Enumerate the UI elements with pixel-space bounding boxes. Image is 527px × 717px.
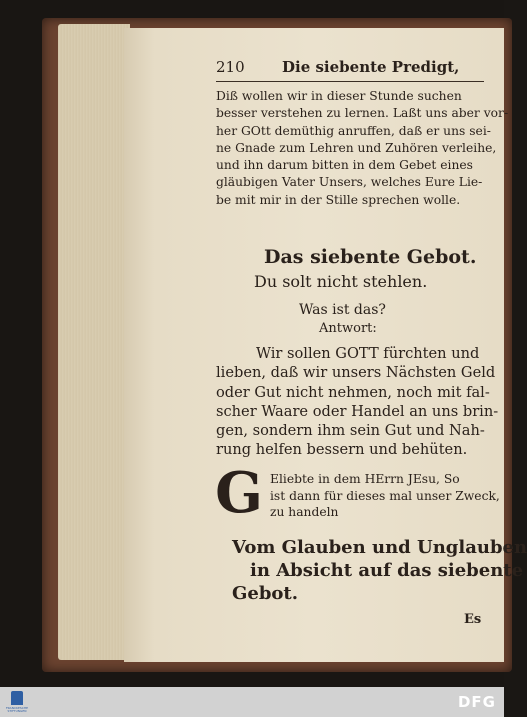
- intro-paragraph: [216, 88, 509, 209]
- institution-logo[interactable]: [2, 689, 32, 715]
- text-line: ne Gnade zum Lehren und Zuhören verleihe,: [216, 140, 497, 155]
- decorated-initial: G: [215, 460, 263, 526]
- book-page: [124, 28, 527, 662]
- text-line: gen, sondern ihm sein Gut und Nah-: [216, 422, 485, 440]
- text-line: gläubigen Vater Unsers, welches Eure Lie-: [216, 175, 483, 190]
- commandment-title: Das siebente Gebot.: [264, 246, 477, 268]
- answer-label: Antwort:: [319, 321, 377, 336]
- text-line: scher Waare oder Handel an uns brin-: [216, 402, 499, 420]
- text-line: Wir sollen GOTT fürchten und: [256, 345, 480, 362]
- text-line: lieben, daß wir unsers Nächsten Geld: [216, 364, 496, 382]
- question: Was ist das?: [299, 302, 386, 318]
- text-line: und ihn darum bitten in dem Gebet eines: [216, 158, 473, 173]
- catchword: Es: [464, 612, 482, 627]
- page-header: [216, 58, 486, 80]
- logo-text: FRANCKESCHE STIFTUNGEN: [5, 706, 29, 713]
- catechism-answer: [216, 344, 499, 460]
- running-title: Die siebente Predigt,: [282, 58, 460, 76]
- viewer-footer: [0, 687, 504, 717]
- text-line: Diß wollen wir in dieser Stunde suchen: [216, 89, 462, 103]
- title-line: in Absicht auf das siebente: [250, 560, 524, 581]
- text-line: zu handeln: [270, 505, 339, 519]
- section-title: [232, 536, 527, 605]
- logo-icon: [11, 691, 23, 705]
- text-line: oder Gut nicht nehmen, noch mit fal-: [216, 383, 490, 401]
- text-line: besser verstehen zu lernen. Laßt uns aber vor-: [216, 106, 509, 121]
- text-line: rung helfen bessern und behüten.: [216, 441, 468, 459]
- page-number: 210: [216, 58, 245, 76]
- title-line: Vom Glauben und Unglauben: [232, 537, 527, 558]
- text-line: her GOtt demüthig anruffen, daß er uns sei-: [216, 123, 491, 138]
- text-line: ist dann für dieses mal unser Zweck,: [270, 488, 500, 503]
- title-line: Gebot.: [232, 583, 298, 604]
- commandment-text: Du solt nicht stehlen.: [254, 272, 428, 291]
- text-line: be mit mir in der Stille sprechen wolle.: [216, 192, 461, 207]
- address-paragraph: [270, 471, 500, 521]
- page-edges: [58, 24, 130, 660]
- text-line: Eliebte in dem HErrn JEsu, So: [270, 472, 460, 486]
- funder-logo[interactable]: DFG: [457, 693, 496, 711]
- header-rule: [216, 81, 484, 82]
